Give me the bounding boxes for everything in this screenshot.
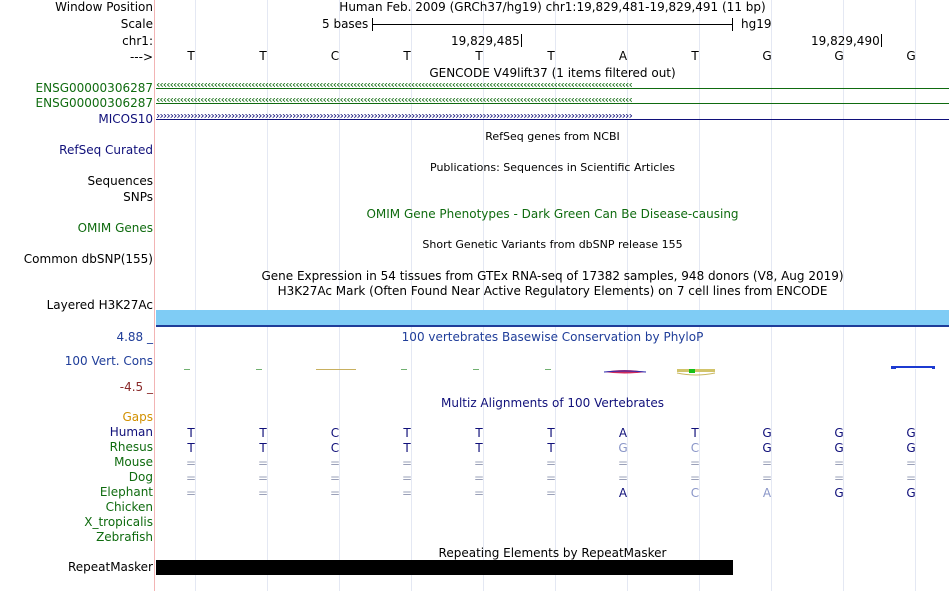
alignment-base: T (475, 426, 483, 440)
sequence-base: T (187, 49, 195, 63)
repeatmasker-label[interactable]: RepeatMasker (67, 560, 153, 574)
scale-text: 5 bases (322, 17, 369, 31)
sequence-base: T (691, 49, 699, 63)
refseq-title[interactable]: RefSeq genes from NCBI (485, 130, 620, 143)
snps-label[interactable]: SNPs (123, 190, 153, 204)
alignment-base: C (330, 426, 340, 440)
alignment-base: T (403, 426, 411, 440)
alignment-base: = (185, 471, 197, 485)
alignment-base: = (833, 471, 845, 485)
alignment-base: = (473, 471, 485, 485)
species-label-x_tropicalis[interactable]: X_tropicalis (84, 515, 153, 529)
alignment-base: G (906, 486, 916, 500)
h3k27ac-title[interactable]: H3K27Ac Mark (Often Found Near Active Regulatory Elements) on 7 cell lines from ENCODE (277, 284, 828, 298)
alignment-base: T (691, 426, 699, 440)
alignment-base: G (906, 441, 916, 455)
dbsnp-label[interactable]: Common dbSNP(155) (23, 252, 153, 266)
position-marker-2: 19,829,490 (811, 34, 880, 48)
chrom-label: chr1: (122, 34, 153, 48)
alignment-base: = (905, 471, 917, 485)
minus-strand-arrows: ‹‹‹‹‹‹‹‹‹‹‹‹‹‹‹‹‹‹‹‹‹‹‹‹‹‹‹‹‹‹‹‹‹‹‹‹‹‹‹‹‹‹‹‹‹‹‹‹‹‹‹‹‹‹‹‹‹‹‹‹‹‹‹‹‹‹‹‹‹‹‹‹‹‹‹‹‹‹‹‹‹‹‹‹‹‹‹‹‹‹‹‹‹‹‹‹‹‹‹‹‹‹‹‹‹‹‹‹‹‹‹‹‹‹‹‹‹‹‹‹‹‹‹‹‹‹‹‹‹‹‹‹‹‹‹‹‹‹‹‹ (156, 98, 632, 106)
repeatmasker-title[interactable]: Repeating Elements by RepeatMasker (438, 546, 667, 560)
sequence-base: T (475, 49, 483, 63)
alignment-base: G (834, 426, 844, 440)
gencode-item-label-3[interactable]: MICOS10 (98, 112, 153, 126)
alignment-base: = (257, 456, 269, 470)
alignment-base: = (689, 471, 701, 485)
alignment-base: = (473, 456, 485, 470)
sequence-base: T (259, 49, 267, 63)
alignment-base: T (187, 426, 195, 440)
species-label-mouse[interactable]: Mouse (114, 455, 153, 469)
repeatmasker-feature[interactable] (156, 560, 733, 575)
alignment-base: = (329, 471, 341, 485)
sequence-base: G (762, 49, 772, 63)
alignment-base: = (473, 486, 485, 500)
alignment-base: = (329, 456, 341, 470)
species-label-rhesus[interactable]: Rhesus (109, 440, 153, 454)
gencode-item-label-1[interactable]: ENSG00000306287 (35, 81, 153, 95)
gtex-title[interactable]: Gene Expression in 54 tissues from GTEx RNA-seq of 17382 samples, 948 donors (V8, Aug 2019) (261, 269, 844, 283)
gencode-feature-2[interactable] (156, 98, 949, 109)
alignment-base: = (545, 471, 557, 485)
species-label-elephant[interactable]: Elephant (99, 485, 153, 499)
alignment-base: = (545, 456, 557, 470)
alignment-base: G (906, 426, 916, 440)
sequence-base: C (330, 49, 340, 63)
alignment-base: = (833, 456, 845, 470)
alignment-base: T (475, 441, 483, 455)
alignment-base: = (617, 456, 629, 470)
strand-arrow-label: ---> (129, 50, 153, 64)
omim-label[interactable]: OMIM Genes (77, 221, 153, 235)
species-label-zebrafish[interactable]: Zebrafish (96, 530, 153, 544)
alignment-base: A (618, 426, 628, 440)
alignment-base: = (185, 456, 197, 470)
refseq-label[interactable]: RefSeq Curated (59, 143, 153, 157)
sequence-base: G (834, 49, 844, 63)
alignment-base: = (401, 471, 413, 485)
minus-strand-arrows: ‹‹‹‹‹‹‹‹‹‹‹‹‹‹‹‹‹‹‹‹‹‹‹‹‹‹‹‹‹‹‹‹‹‹‹‹‹‹‹‹‹‹‹‹‹‹‹‹‹‹‹‹‹‹‹‹‹‹‹‹‹‹‹‹‹‹‹‹‹‹‹‹‹‹‹‹‹‹‹‹‹‹‹‹‹‹‹‹‹‹‹‹‹‹‹‹‹‹‹‹‹‹‹‹‹‹‹‹‹‹‹‹‹‹‹‹‹‹‹‹‹‹‹‹‹‹‹‹‹‹‹‹‹‹‹‹‹‹‹‹ (156, 83, 632, 91)
publications-title[interactable]: Publications: Sequences in Scientific Articles (430, 161, 675, 174)
dbsnp-title[interactable]: Short Genetic Variants from dbSNP release 155 (422, 238, 683, 251)
scale-label: Scale (120, 17, 153, 31)
alignment-base: = (329, 486, 341, 500)
alignment-base: T (547, 441, 555, 455)
alignment-base: = (257, 486, 269, 500)
db-text: hg19 (741, 17, 772, 31)
sequence-base: T (547, 49, 555, 63)
window-position-label: Window Position (55, 0, 153, 14)
plus-strand-arrows: ›››››››››››››››››››››››››››››››››››››››››››››››››››››››››››››››››››››››››››››››››››››››››››››››››››››››››››››››››››››››››››››››››››››››››››› (156, 114, 632, 122)
alignment-base: C (690, 486, 700, 500)
species-label-human[interactable]: Human (109, 425, 153, 439)
h3k27ac-label[interactable]: Layered H3K27Ac (46, 298, 153, 312)
scale-bar (372, 18, 733, 31)
multiz-title[interactable]: Multiz Alignments of 100 Vertebrates (440, 396, 665, 410)
assembly-position-text: Human Feb. 2009 (GRCh37/hg19) chr1:19,829,481-19,829,491 (11 bp) (339, 0, 766, 14)
phylop-min-label: -4.5 _ (119, 380, 153, 394)
gencode-item-label-2[interactable]: ENSG00000306287 (35, 96, 153, 110)
alignment-base: = (761, 456, 773, 470)
alignment-base: T (259, 426, 267, 440)
alignment-base: G (762, 426, 772, 440)
alignment-base: = (689, 456, 701, 470)
alignment-base: C (690, 441, 700, 455)
sequence-base: T (403, 49, 411, 63)
species-label-chicken[interactable]: Chicken (105, 500, 153, 514)
alignment-base: = (185, 486, 197, 500)
alignment-base: G (834, 486, 844, 500)
species-label-dog[interactable]: Dog (128, 470, 153, 484)
sequence-base: A (618, 49, 628, 63)
phylop-title[interactable]: 100 vertebrates Basewise Conservation by PhyloP (401, 330, 704, 344)
sequences-label[interactable]: Sequences (87, 174, 153, 188)
alignment-base: T (547, 426, 555, 440)
alignment-base: = (257, 471, 269, 485)
alignment-base: A (618, 486, 628, 500)
gencode-title[interactable]: GENCODE V49lift37 (1 items filtered out) (429, 66, 676, 80)
sequence-base: G (906, 49, 916, 63)
alignment-base: A (762, 486, 772, 500)
h3k27ac-signal[interactable] (156, 310, 949, 325)
alignment-base: T (187, 441, 195, 455)
alignment-base: = (905, 456, 917, 470)
gaps-label[interactable]: Gaps (122, 410, 153, 424)
phylop-marks (184, 366, 935, 375)
h3k27ac-baseline (156, 325, 949, 327)
gencode-feature-1[interactable] (156, 83, 949, 94)
alignment-base: = (761, 471, 773, 485)
alignment-base: = (401, 456, 413, 470)
phylop-signal[interactable] (156, 360, 949, 380)
alignment-base: G (618, 441, 628, 455)
alignment-base: G (762, 441, 772, 455)
omim-title[interactable]: OMIM Gene Phenotypes - Dark Green Can Be Disease-causing (366, 207, 739, 221)
alignment-base: T (259, 441, 267, 455)
alignment-base: = (401, 486, 413, 500)
phylop-label[interactable]: 100 Vert. Cons (64, 354, 153, 368)
alignment-base: = (617, 471, 629, 485)
gencode-feature-3[interactable] (156, 114, 949, 125)
alignment-base: T (403, 441, 411, 455)
alignment-base: G (834, 441, 844, 455)
position-marker-1: 19,829,485 (451, 34, 520, 48)
phylop-max-label: 4.88 _ (116, 330, 153, 344)
alignment-base: = (545, 486, 557, 500)
alignment-base: C (330, 441, 340, 455)
